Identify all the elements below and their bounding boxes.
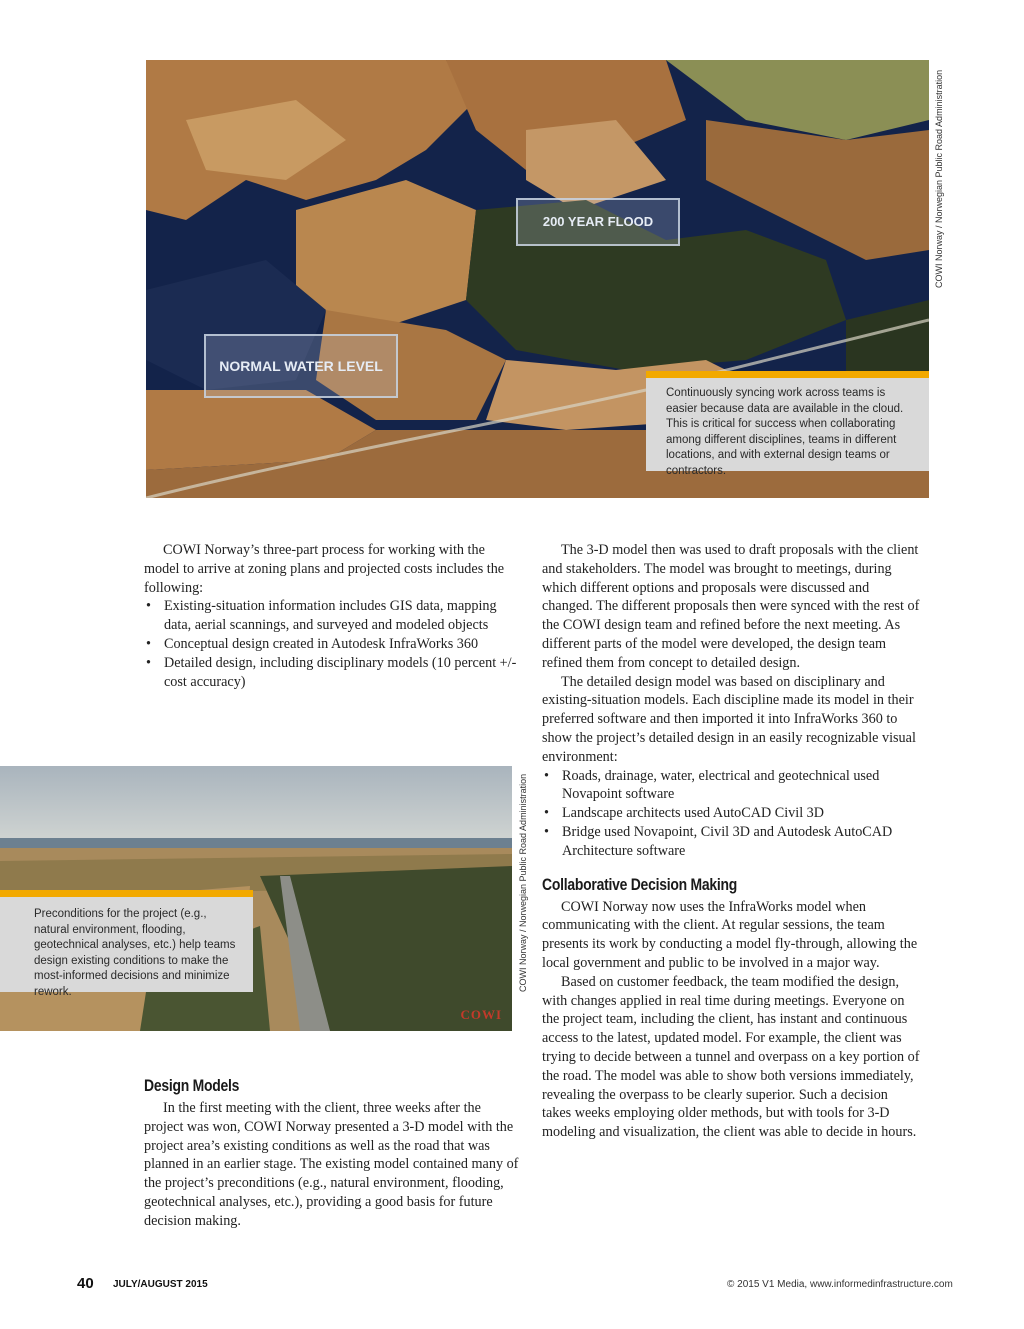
feedback-paragraph: Based on customer feedback, the team modified the design, with changes applied in real time during meetings. Everyone on the project team, including the client, has instant and continuous access to the latest, updated model. For example, the client was trying to decide between a tunnel and overpass on a key portion of the road. The model was able to show both versions immediately, revealing the overpass to be clearly superior. Such a decision takes weeks employing older methods, but with tools for 3-D modeling and visualization, the client was able to decide in hours.: [542, 973, 920, 1141]
detailed-design-paragraph: The detailed design model was based on disciplinary and existing-situation models. Each discipline made its model in their preferred software and then imported it into InfraWorks 360 to show the project’s detailed design in an easily recognizable visual environment:: [542, 673, 916, 765]
proposals-paragraph: The 3-D model then was used to draft proposals with the client and stakeholders. The model was brought to meetings, during which different options and proposals were discussed and changed. The different proposals then were synced with the rest of the COWI design team and refined before the next meeting. As different parts of the model were developed, the design team refined them from concept to detailed design.: [542, 542, 920, 671]
issue-date: JULY/AUGUST 2015: [113, 1279, 208, 1290]
collaborative-paragraph: COWI Norway now uses the InfraWorks model when communicating with the client. At regular sessions, the team presents its work by conducting a model fly-through, allowing the local government and public to be involved in a major way.: [542, 898, 918, 971]
copyright: © 2015 V1 Media, www.informedinfrastructure.com: [727, 1279, 953, 1290]
top-image-credit: COWI Norway / Norwegian Public Road Administration: [934, 69, 944, 288]
top-aerial-image: [146, 60, 929, 498]
process-intro: COWI Norway’s three-part process for working with the model to arrive at zoning plans and projected costs includes the following:: [144, 542, 505, 596]
process-item: • Detailed design, including disciplinary models (10 percent +/- cost accuracy): [144, 654, 520, 692]
design-models-paragraph: In the first meeting with the client, three weeks after the project was won, COWI Norway presented a 3-D model with the project area’s existing conditions as well as the road that was planned in an earlier stage. The existing model contained many of the project’s preconditions (e.g., natural environment, flooding, geotechnical analyses, etc.), providing a good basis for future decision making.: [144, 1100, 519, 1229]
right-column: [542, 541, 920, 1142]
software-item: • Roads, drainage, water, electrical and geotechnical used Novapoint software: [542, 767, 920, 805]
cowi-logo: COWI: [460, 1007, 502, 1022]
left-column: [144, 541, 520, 691]
road-rendering-image: [0, 766, 512, 1031]
page-number: 40: [77, 1275, 94, 1292]
design-models-section: [144, 1099, 520, 1231]
process-item: • Existing-situation information includes GIS data, mapping data, aerial scannings, and surveyed and modeled objects: [144, 597, 520, 635]
mid-image-credit: COWI Norway / Norwegian Public Road Administration: [518, 773, 528, 992]
flood-label-normal-water: NORMAL WATER LEVEL: [204, 334, 398, 398]
software-item: • Landscape architects used AutoCAD Civil 3D: [542, 804, 920, 823]
collaborative-heading: Collaborative Decision Making: [542, 874, 738, 894]
top-image-caption: Continuously syncing work across teams is easier because data are available in the cloud. This is critical for success when collaborating among different disciplines, teams in different locations, and with external design teams or contractors.: [646, 371, 929, 471]
process-item: • Conceptual design created in Autodesk InfraWorks 360: [144, 635, 520, 654]
flood-label-200-year: 200 YEAR FLOOD: [516, 198, 680, 246]
mid-image-caption: Preconditions for the project (e.g., natural environment, flooding, geotechnical analyses, etc.) help teams design existing conditions to make the most-informed decisions and minimize rework.: [0, 890, 253, 992]
design-models-heading: Design Models: [144, 1076, 240, 1095]
software-item: • Bridge used Novapoint, Civil 3D and Autodesk AutoCAD Architecture software: [542, 823, 920, 861]
process-list: [144, 597, 520, 691]
software-list: [542, 767, 920, 861]
